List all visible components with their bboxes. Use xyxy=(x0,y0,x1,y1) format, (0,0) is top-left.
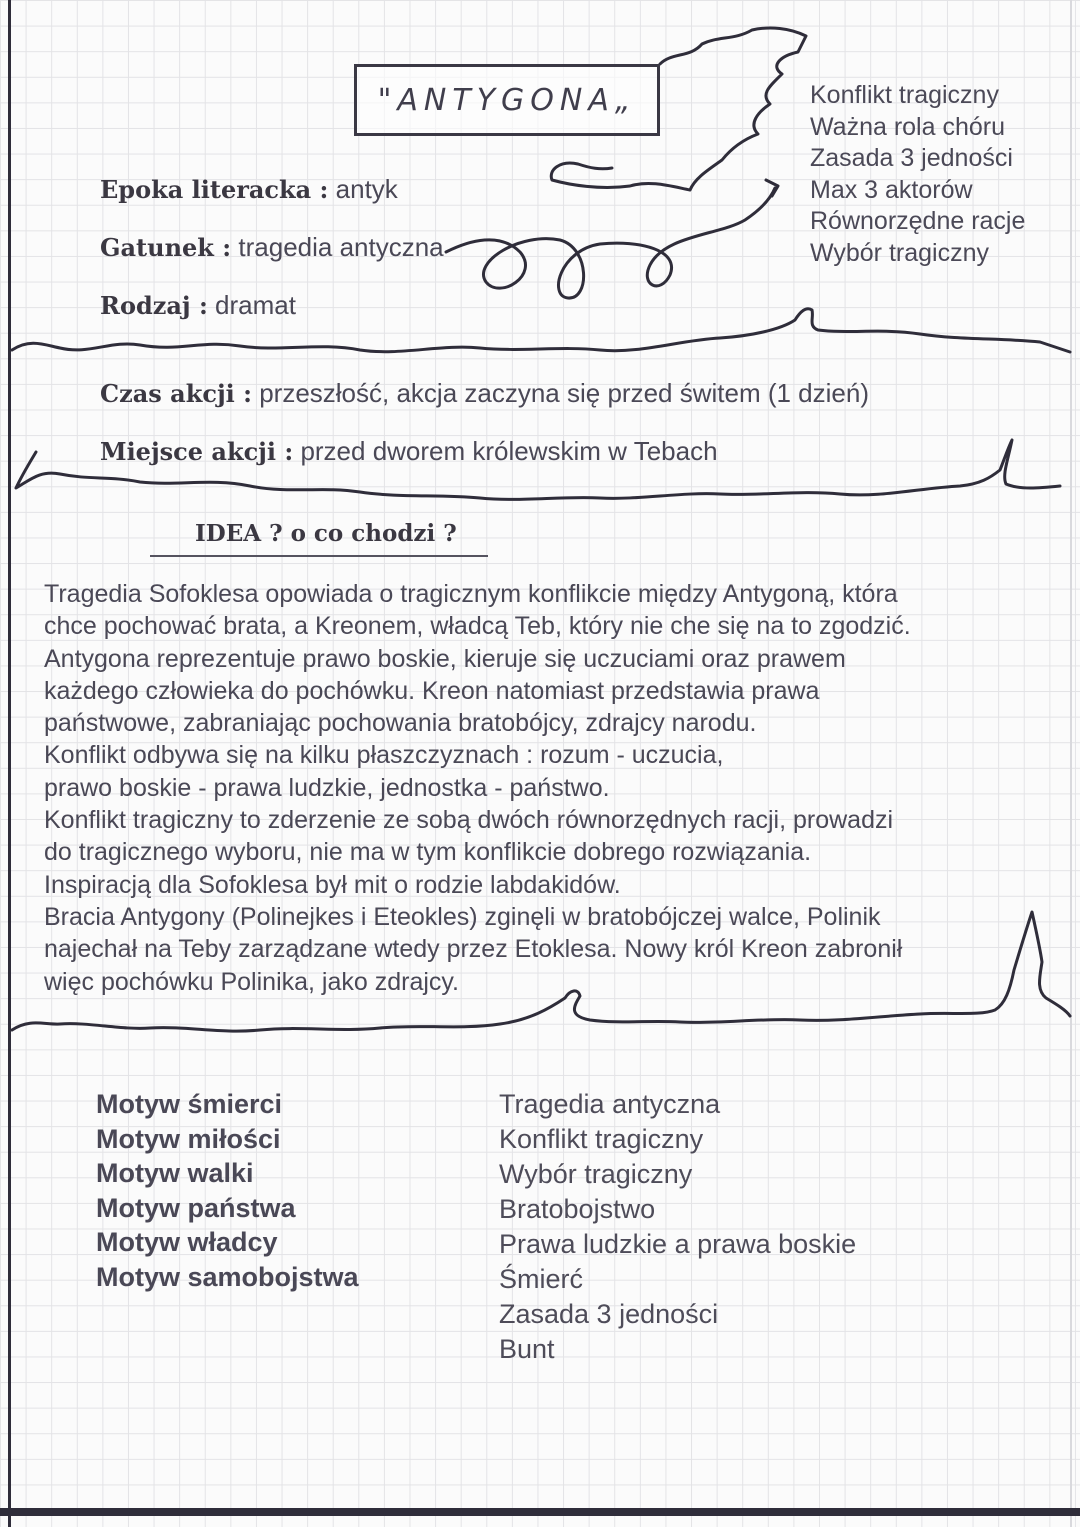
time-label: Czas akcji : xyxy=(100,379,252,408)
kind-label: Rodzaj : xyxy=(100,291,208,320)
motif-item: Motyw państwa xyxy=(96,1192,296,1223)
idea-line: Antygona reprezentuje prawo boskie, kieruje się uczuciami oraz prawem xyxy=(44,644,846,673)
features-list xyxy=(810,80,1025,269)
epoch-value: antyk xyxy=(335,174,398,204)
idea-line: najechał na Teby zarządzane wtedy przez Etoklesa. Nowy król Kreon zabronił xyxy=(44,935,903,964)
idea-line: chce pochować brata, a Kreonem, władcą Teb, który nie che się na to zgodzić. xyxy=(44,612,911,641)
genre-label: Gatunek : xyxy=(100,233,232,262)
idea-heading: IDEA ? o co chodzi ? xyxy=(195,520,457,547)
topics-list xyxy=(499,1087,856,1367)
topic-item: Wybór tragiczny xyxy=(499,1159,693,1189)
feature-item: Max 3 aktorów xyxy=(810,175,973,204)
idea-line: Konflikt tragiczny to zderzenie ze sobą dwóch równorzędnych racji, prowadzi xyxy=(44,806,894,835)
idea-line: państwowe, zabraniając pochowania bratobójcy, zdrajcy narodu. xyxy=(44,709,757,738)
topic-item: Konflikt tragiczny xyxy=(499,1124,704,1154)
topic-item: Zasada 3 jedności xyxy=(499,1299,719,1329)
feature-item: Równorzędne racje xyxy=(810,207,1026,235)
title-box xyxy=(354,64,660,136)
idea-line: każdego człowieka do pochówku. Kreon natomiast przedstawia prawa xyxy=(44,676,820,705)
genre-value: tragedia antyczna xyxy=(238,232,444,262)
motif-item: Motyw walki xyxy=(96,1158,254,1189)
motif-item: Motyw władcy xyxy=(96,1227,278,1258)
epoch-label: Epoka literacka : xyxy=(100,175,329,204)
page-title: "ANTYGONA„ xyxy=(377,82,637,118)
idea-line: Konflikt odbywa się na kilku płaszczyznach : rozum - uczucia, xyxy=(44,741,724,770)
topic-item: Bratobojstwo xyxy=(499,1194,656,1224)
motif-item: Motyw miłości xyxy=(96,1123,281,1154)
time-value: przeszłość, akcja zaczyna się przed świtem (1 dzień) xyxy=(259,378,869,408)
topic-item: Tragedia antyczna xyxy=(499,1089,721,1119)
kind-value: dramat xyxy=(215,290,296,320)
idea-line: Inspiracją dla Sofoklesa był mit o rodzie labdakidów. xyxy=(44,870,621,899)
feature-item: Wybór tragiczny xyxy=(810,238,989,267)
idea-paragraph xyxy=(44,578,1044,998)
motif-item: Motyw śmierci xyxy=(96,1089,283,1119)
kind-row xyxy=(100,290,296,321)
place-value: przed dworem królewskim w Tebach xyxy=(300,436,718,466)
feature-item: Zasada 3 jedności xyxy=(810,144,1013,172)
feature-item: Ważna rola chóru xyxy=(810,112,1005,141)
curly-arrow-doodle xyxy=(446,188,775,298)
feature-item: Konflikt tragiczny xyxy=(810,81,999,109)
place-label: Miejsce akcji : xyxy=(100,437,294,466)
epoch-row xyxy=(100,174,398,205)
motifs-list xyxy=(96,1087,359,1295)
genre-row xyxy=(100,232,444,263)
idea-line: Tragedia Sofoklesa opowiada o tragicznym konflikcie między Antygoną, która xyxy=(44,580,898,608)
topic-item: Śmierć xyxy=(499,1264,584,1294)
idea-line: do tragicznego wyboru, nie ma w tym konflikcie dobrego rozwiązania. xyxy=(44,838,812,867)
time-row xyxy=(100,378,869,409)
motif-item: Motyw samobojstwa xyxy=(96,1261,359,1292)
idea-line: Bracia Antygony (Polinejkes i Eteokles) zginęli w bratobójczej walce, Polinik xyxy=(44,902,881,931)
idea-line: więc pochówku Polinika, jako zdrajcy. xyxy=(44,967,460,996)
idea-line: prawo boskie - prawa ludzkie, jednostka - państwo. xyxy=(44,773,610,802)
idea-underline xyxy=(150,555,488,557)
place-row xyxy=(100,436,718,467)
topic-item: Prawa ludzkie a prawa boskie xyxy=(499,1229,857,1259)
topic-item: Bunt xyxy=(499,1334,555,1364)
